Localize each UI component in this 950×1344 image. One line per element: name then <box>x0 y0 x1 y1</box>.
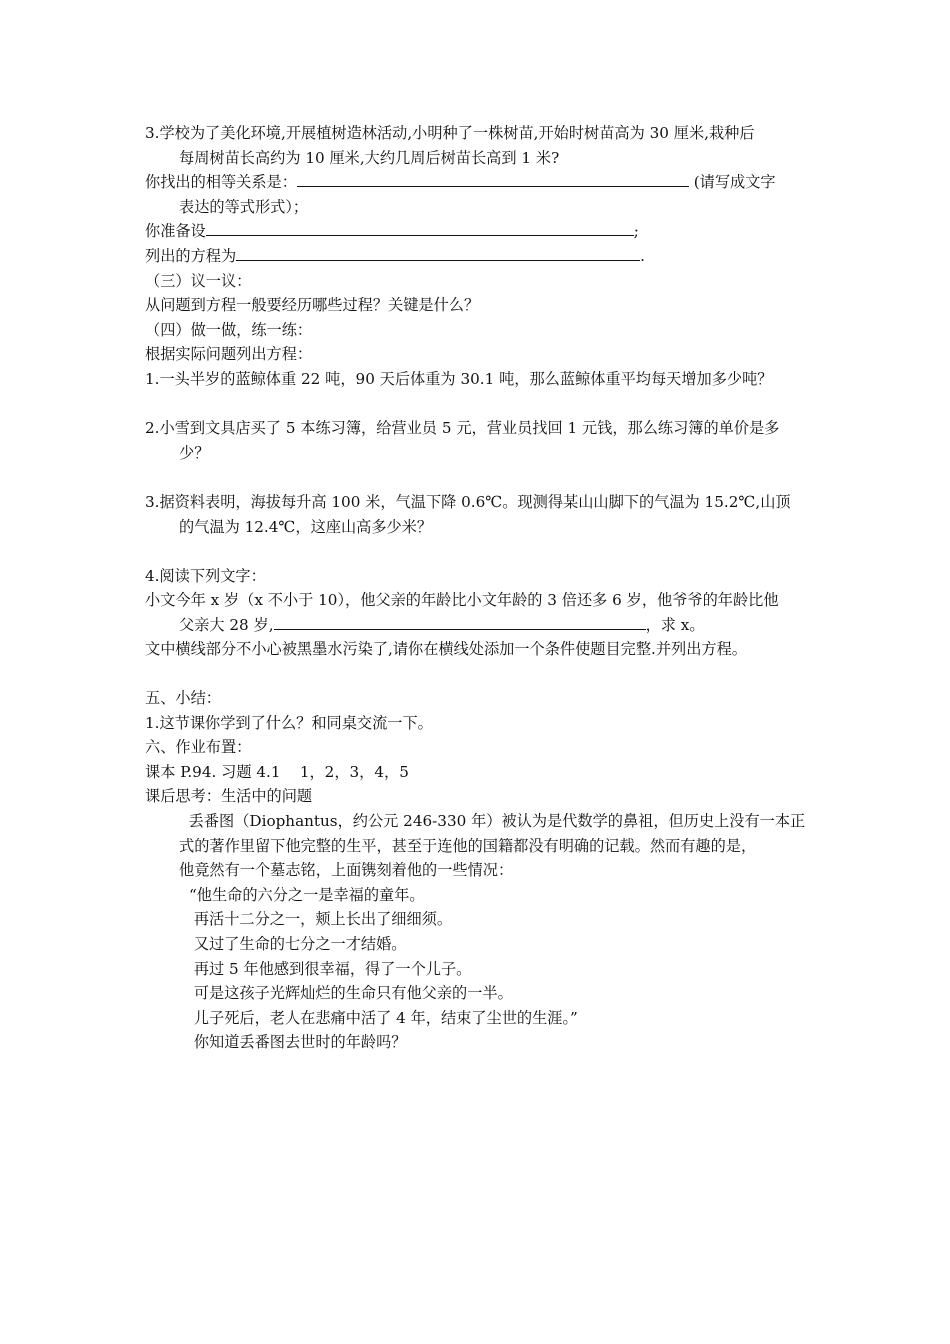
practice-q4-line1: 小文今年 x 岁（x 不小于 10），他父亲的年龄比小文年龄的 3 倍还多 6 岁，他爷爷的年龄比他 <box>145 591 779 610</box>
practice-q4-suffix: ，求 x。 <box>645 615 705 634</box>
practice-q4-heading: 4.阅读下列文字： <box>145 566 266 585</box>
practice-q4-line3: 文中横线部分不小心被黑墨水污染了,请你在横线处添加一个条件使题目完整.并列出方程。 <box>145 640 747 659</box>
homework-thinking: 课后思考：生活中的问题 <box>145 787 313 806</box>
problem3-line2: 每周树苗长高约为 10 厘米,大约几周后树苗长高到 1 米? <box>179 148 560 167</box>
summary-item: 1.这节课你学到了什么？和同桌交流一下。 <box>145 713 433 732</box>
homework-item: 课本 P.94. 习题 4.1 1，2，3，4，5 <box>145 762 409 781</box>
problem3-line1: 3.学校为了美化环境,开展植树造林活动,小明种了一株树苗,开始时树苗高为 30 厘米,栽种后 <box>145 124 755 142</box>
practice-q4-blank[interactable] <box>274 614 646 630</box>
practice-q3-line2: 的气温为 12.4℃，这座山高多少米？ <box>179 517 433 536</box>
equation-blank[interactable] <box>236 245 640 261</box>
set-variable-end: ; <box>633 222 639 241</box>
epitaph-line: “他生命的六分之一是幸福的童年。 <box>189 885 425 904</box>
equal-relation-line <box>145 170 810 195</box>
practice-q2-line1: 2.小雪到文具店买了 5 本练习簿，给营业员 5 元，营业员找回 1 元钱，那么练习簿的单价是多 <box>145 419 780 438</box>
practice-q1: 1.一头半岁的蓝鲸体重 22 吨，90 天后体重为 30.1 吨，那么蓝鲸体重平均每天增加多少吨？ <box>145 369 773 388</box>
epitaph-line: 儿子死后，老人在悲痛中活了 4 年，结束了尘世的生涯。” <box>189 1008 578 1027</box>
set-variable-label: 你准备设 <box>145 222 206 241</box>
equal-relation-note: (请写成文字 <box>688 173 776 192</box>
equal-relation-label: 你找出的相等关系是： <box>145 173 297 192</box>
homework-heading: 六、作业布置： <box>145 738 252 757</box>
set-variable-blank[interactable] <box>206 220 634 236</box>
epitaph-line: 可是这孩子光辉灿烂的生命只有他父亲的一半。 <box>189 984 513 1003</box>
equation-end: . <box>640 246 645 265</box>
practice-q4-prefix: 父亲大 28 岁, <box>179 615 274 634</box>
discuss-heading: （三）议一议： <box>145 271 252 290</box>
set-variable-line <box>145 219 810 244</box>
practice-heading: （四）做一做，练一练： <box>145 320 313 339</box>
equal-relation-note-cont: 表达的等式形式）； <box>179 197 309 216</box>
document-body <box>145 121 810 1055</box>
epitaph-question: 你知道丢番图去世时的年龄吗？ <box>189 1033 407 1052</box>
equation-line <box>145 244 810 269</box>
practice-q2-line2: 少？ <box>179 443 210 462</box>
practice-intro: 根据实际问题列出方程： <box>145 345 313 364</box>
story-para-line3: 他竟然有一个墓志铭，上面镌刻着他的一些情况： <box>179 861 514 880</box>
summary-heading: 五、小结： <box>145 689 221 708</box>
epitaph-line: 再活十二分之一，颊上长出了细细须。 <box>189 910 453 929</box>
equation-label: 列出的方程为 <box>145 246 237 265</box>
practice-q4-line2 <box>145 613 810 638</box>
story-para-line2: 式的著作里留下他完整的生平，甚至于连他的国籍都没有明确的记载。然而有趣的是， <box>179 836 757 855</box>
practice-q3-line1: 3.据资料表明，海拔每升高 100 米，气温下降 0.6℃。现测得某山山脚下的气温为 15.2℃,山顶 <box>145 492 791 511</box>
discuss-question: 从问题到方程一般要经历哪些过程？关键是什么？ <box>145 296 480 315</box>
epitaph-line: 又过了生命的七分之一才结婚。 <box>189 935 407 953</box>
equal-relation-blank[interactable] <box>297 171 689 187</box>
epitaph-line: 再过 5 年他感到很幸福，得了一个儿子。 <box>189 959 472 978</box>
story-para-line1: 丢番图（Diophantus，约公元 246-330 年）被认为是代数学的鼻祖，但历史上没有一本正 <box>179 812 806 831</box>
